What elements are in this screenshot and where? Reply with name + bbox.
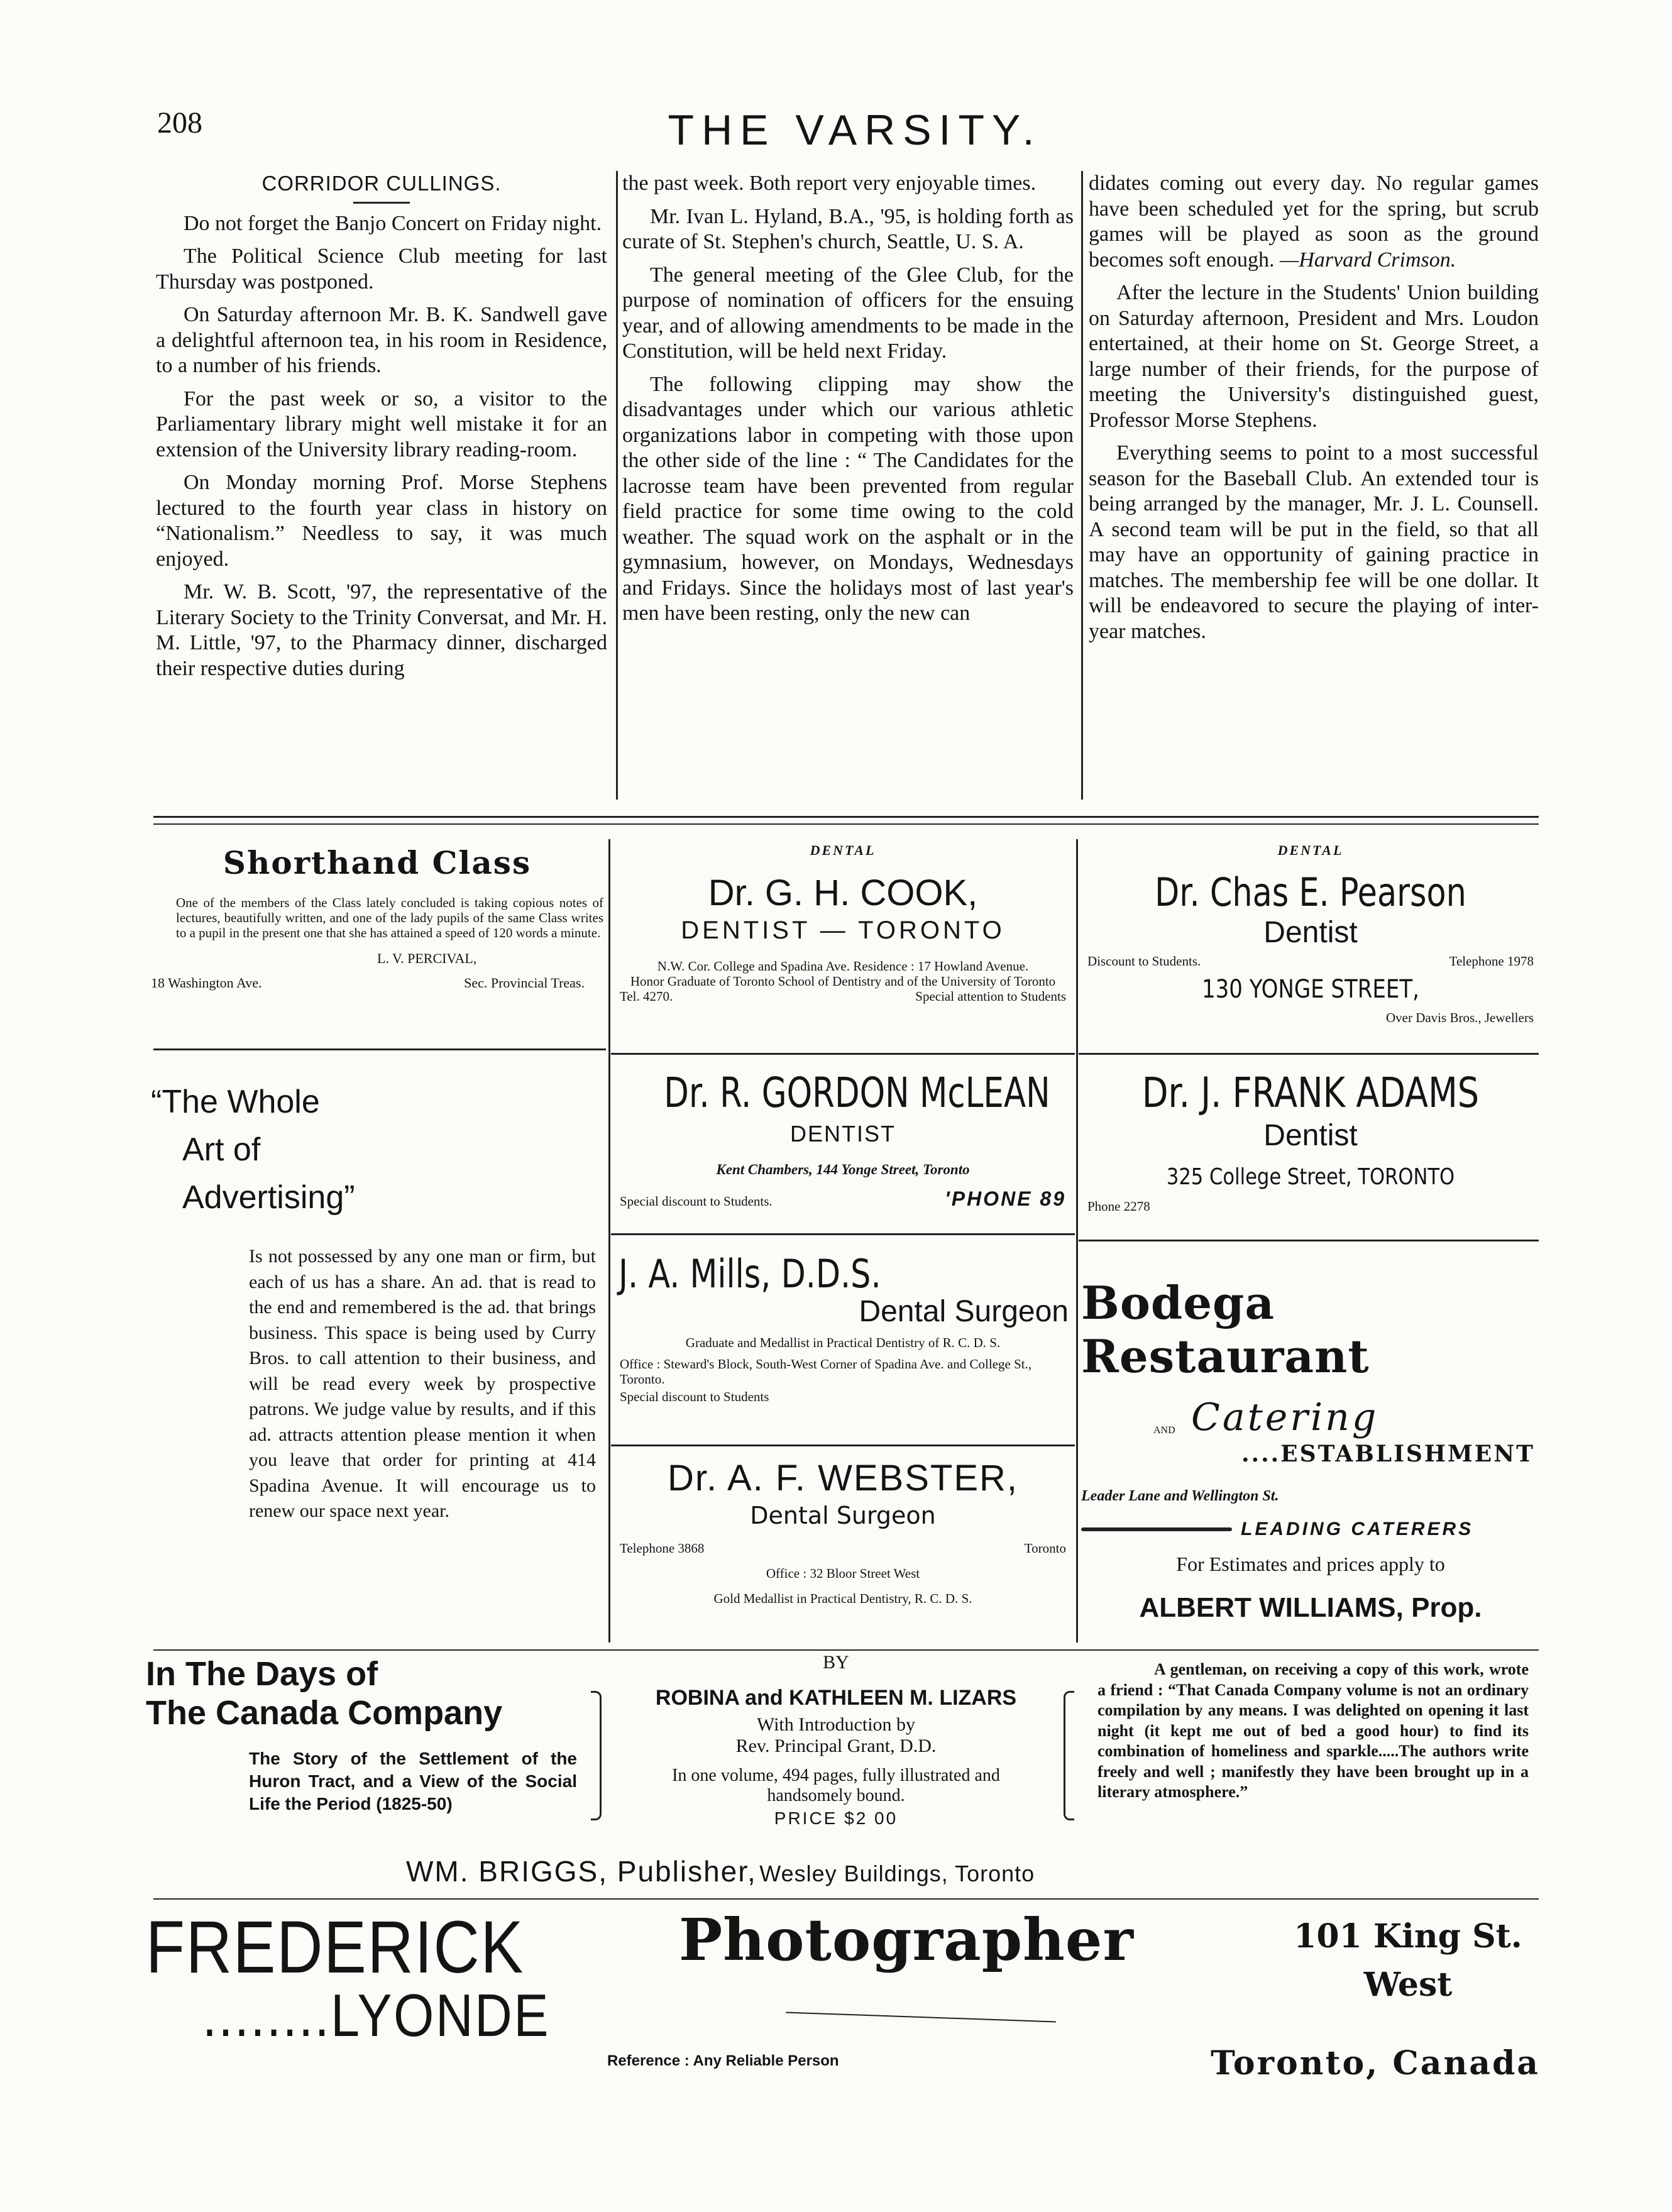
book-volume: In one volume, 494 pages, fully illustrated and handsomely bound.	[672, 1766, 1000, 1805]
ad-row	[613, 1187, 1072, 1211]
section-rule	[153, 816, 1539, 818]
ad-street: 130 YONGE STREET,	[1202, 975, 1419, 1004]
news-item: On Saturday afternoon Mr. B. K. Sandwell gave a delightful afternoon tea, in his room in Residence, to a number of his friends.	[156, 303, 607, 377]
ad-leading-row	[1081, 1519, 1540, 1540]
book-intro: Rev. Principal Grant, D.D.	[735, 1736, 937, 1756]
ad-address-row	[151, 975, 585, 991]
section-rule	[153, 1649, 1539, 1651]
page-title: THE VARSITY.	[668, 106, 1042, 154]
ad-discount: Special discount to Students.	[620, 1194, 773, 1209]
ad-rule	[611, 1444, 1075, 1446]
bodega-ad	[1081, 1276, 1540, 1624]
photographer-title-wrap	[679, 1906, 1169, 2043]
ad-note: Over Davis Bros., Jewellers	[1385, 1010, 1534, 1025]
lyonde-city: Toronto, Canada	[1211, 2044, 1540, 2083]
ad-discount: Discount to Students.	[1087, 954, 1201, 969]
ad-row	[613, 1541, 1072, 1556]
section-heading: CORRIDOR CULLINGS.	[261, 172, 502, 195]
ad-headline: “The Whole	[151, 1084, 320, 1120]
news-item: On Monday morning Prof. Morse Stephens lectured to the fourth year class in history on “Nationalism.” Needless to say, it was much enjoyed.	[156, 471, 607, 571]
ad-divider	[1076, 839, 1078, 1642]
book-price: PRICE $2 00	[774, 1808, 898, 1828]
ad-rule	[611, 1053, 1075, 1055]
ad-name: J. A. Mills, D.D.S.	[619, 1251, 881, 1297]
book-authors: ROBINA and KATHLEEN M. LIZARS	[655, 1686, 1017, 1710]
ad-rule	[153, 1048, 606, 1050]
ad-leading: LEADING CATERERS	[1241, 1519, 1474, 1539]
ad-subtitle: Dentist	[1263, 916, 1358, 949]
ad-phone: Phone 2278	[1087, 1199, 1150, 1214]
mills-ad	[613, 1251, 1072, 1404]
ad-name: Dr. Chas E. Pearson	[1155, 869, 1466, 915]
book-quote: A gentleman, on receiving a copy of this work, wrote a friend : “That Canada Company volume is not an ordinary compilation by any means. I was delighted on opening it last night (it kept me out of bed a good hour) to find its combination of homeliness and sparkle.....The authors write freely and well ; manifestly they have been brought up in a literary atmosphere.”	[1097, 1660, 1529, 1801]
ad-name: Dr. G. H. COOK,	[708, 872, 978, 913]
cook-ad	[613, 842, 1072, 1004]
book-intro: With Introduction by	[756, 1714, 916, 1735]
news-source: —Harvard Crimson.	[1280, 248, 1456, 272]
ad-role: Sec. Provincial Treas.	[464, 975, 585, 991]
book-title-line: The Canada Company	[146, 1694, 503, 1732]
ad-line: Special discount to Students	[620, 1389, 769, 1404]
ad-category: DENTAL	[810, 842, 876, 858]
ad-establishment: ....ESTABLISHMENT	[1241, 1441, 1535, 1467]
ad-name: Dr. J. FRANK ADAMS	[1141, 1069, 1480, 1117]
ad-headline: Art of	[182, 1131, 261, 1168]
ad-body: Is not possessed by any one man or firm, but each of us has a share. An ad. that is read to the end and remembered is the ad. that brings business. This space is being used by Curry Bros. to call attention to their business, and will be read every week by prospective patrons. We judge value by results, and if this ad. attracts attention please mention it when you leave that order for printing at 414 Spadina Avenue. It will encourage us to renew our space next year.	[249, 1246, 596, 1521]
book-center	[610, 1652, 1062, 1829]
ad-catering-row	[1081, 1395, 1540, 1471]
bracket-decoration	[591, 1691, 602, 1820]
ad-divider	[608, 839, 610, 1642]
ad-subtitle: DENTIST — TORONTO	[681, 916, 1005, 944]
lyonde-surname: ........LYONDE	[202, 1982, 551, 2049]
pearson-ad	[1081, 842, 1540, 1025]
ad-telephone: Telephone 1978	[1449, 954, 1534, 969]
ad-name: Dr. A. F. WEBSTER,	[667, 1458, 1019, 1499]
ad-telephone: Telephone 3868	[620, 1541, 705, 1556]
ad-proprietor: ALBERT WILLIAMS, Prop.	[1139, 1592, 1482, 1623]
news-item: Mr. W. B. Scott, '97, the representative of the Literary Society to the Trinity Conversat, and Mr. H. M. Little, '97, to the Pharmacy dinner, discharged their respective duties during	[156, 580, 607, 680]
heading-rule	[353, 202, 410, 204]
ad-subtitle: Dentist	[1263, 1119, 1358, 1152]
address-line: West	[1363, 1966, 1453, 2004]
news-item: the past week. Both report very enjoyable times.	[622, 172, 1037, 195]
book-publisher: WM. BRIGGS, Publisher,	[406, 1855, 757, 1888]
ad-telephone: Tel. 4270.	[620, 989, 673, 1004]
lyonde-name: FREDERICK	[146, 1906, 524, 1989]
ad-address: 18 Washington Ave.	[151, 975, 262, 991]
news-column-3	[1089, 171, 1539, 652]
ad-rule	[611, 1233, 1075, 1235]
news-item: For the past week or so, a visitor to the Parliamentary library might well mistake it for an extension of the University library reading-room.	[156, 387, 607, 461]
ad-subtitle: Dental Surgeon	[750, 1502, 936, 1529]
news-item: Mr. Ivan L. Hyland, B.A., '95, is holding forth as curate of St. Stephen's church, Seattle, U. S. A.	[622, 204, 1074, 253]
ad-leading-rule	[1081, 1527, 1232, 1531]
ad-headline: Advertising”	[182, 1179, 355, 1216]
ad-title: Shorthand Class	[223, 844, 532, 881]
book-by: BY	[823, 1652, 849, 1673]
news-item: Do not forget the Banjo Concert on Friday night.	[184, 211, 602, 235]
book-title-line: In The Days of	[146, 1655, 378, 1693]
ad-rule	[1079, 1240, 1539, 1241]
ad-name: Dr. R. GORDON McLEAN	[664, 1069, 1050, 1117]
section-rule	[153, 1898, 1539, 1900]
lyonde-address	[1289, 1917, 1527, 2004]
bracket-decoration	[1064, 1691, 1074, 1820]
ad-line: Graduate and Medallist in Practical Dentistry of R. C. D. S.	[685, 1335, 1001, 1350]
news-text: didates coming out every day. No regular games have been scheduled yet for the spring, but scrub games will be played as soon as the ground becomes soft enough.	[1089, 172, 1539, 272]
ad-office: Office : 32 Bloor Street West	[766, 1566, 920, 1581]
ad-signature: L. V. PERCIVAL,	[377, 950, 477, 966]
ad-rule	[1079, 1053, 1539, 1055]
ad-line: N.W. Cor. College and Spadina Ave. Residence : 17 Howland Avenue.	[657, 959, 1029, 974]
address-line: 101 King St.	[1294, 1917, 1522, 1956]
book-publisher-row	[406, 1854, 1349, 1888]
ad-subtitle: DENTIST	[789, 1121, 896, 1147]
ad-special: Special attention to Students	[915, 989, 1066, 1004]
news-column-1	[156, 171, 607, 689]
book-description: The Story of the Settlement of the Huron Tract, and a View of the Social Life the Period (1825-50)	[249, 1749, 577, 1813]
news-item: The general meeting of the Glee Club, for the purpose of nomination of officers for the ensuing year, and of allowing amendments to be made in the Constitution, will be held next Friday.	[622, 263, 1074, 363]
column-divider	[616, 171, 618, 800]
ad-gold: Gold Medallist in Practical Dentistry, R. C. D. S.	[713, 1591, 972, 1606]
ad-estimates: For Estimates and prices apply to	[1176, 1553, 1445, 1575]
book-publisher-address: Wesley Buildings, Toronto	[759, 1861, 1035, 1886]
news-item	[1089, 171, 1539, 273]
adams-ad	[1081, 1069, 1540, 1214]
ad-row	[1081, 954, 1540, 969]
webster-ad	[613, 1457, 1072, 1606]
lyonde-reference: Reference : Any Reliable Person	[607, 2052, 839, 2069]
ad-address: Leader Lane and Wellington St.	[1081, 1488, 1279, 1504]
section-rule	[153, 823, 1539, 825]
photographer-swash	[786, 2011, 1056, 2022]
book-title	[146, 1654, 586, 1732]
ad-subtitle: Dental Surgeon	[859, 1295, 1069, 1328]
ad-row	[613, 989, 1072, 1004]
news-item: Everything seems to point to a most successful season for the Baseball Club. An extended tour is being arranged by the manager, Mr. J. L. Counsell. A second team will be put in the field, so that all may have an opportunity of gaining practice in matches. The membership fee will be one dollar. It will be endeavored to secure the playing of inter-year matches.	[1089, 441, 1539, 643]
news-item: After the lecture in the Students' Union building on Saturday afternoon, President and Mrs. Loudon entertained, at their home on St. George Street, a large number of their friends, for the purpose of meeting the University's distinguished guest, Professor Morse Stephens.	[1089, 281, 1539, 432]
mclean-ad	[613, 1069, 1072, 1211]
photographer-title: Photographer	[679, 1906, 1134, 1974]
shorthand-ad	[151, 839, 603, 1047]
ad-title: Bodega Restaurant	[1081, 1276, 1370, 1383]
page-number: 208	[157, 106, 202, 140]
ad-street: 325 College Street, TORONTO	[1166, 1164, 1455, 1190]
advertising-ad	[151, 1078, 603, 1524]
news-item: The following clipping may show the disadvantages under which our various athletic organizations labor in competing with those upon the other side of the line : “ The Candidates for the lacrosse team have been prevented from regular field practice for some time owing to the cold weather. The squad work on the asphalt or in the gymnasium, however, on Mondays, Wednesdays and Fridays. Since the holidays most of last year's men have been resting, only the new can	[622, 372, 1074, 625]
ad-body: One of the members of the Class lately concluded is taking copious notes of lectures, beautifully written, and one of the lady pupils of the same Class writes to a pupil in the present one that she has attained a speed of 120 words a minute.	[176, 895, 603, 940]
ad-and: AND	[1153, 1425, 1175, 1436]
ad-catering: Catering	[1191, 1395, 1379, 1439]
column-divider	[1081, 171, 1083, 800]
ad-address: Kent Chambers, 144 Yonge Street, Toronto	[716, 1162, 970, 1177]
news-column-2	[622, 171, 1074, 634]
ad-line: Office : Steward's Block, South-West Corner of Spadina Ave. and College St., Toronto.	[620, 1356, 1032, 1387]
news-item: The Political Science Club meeting for last Thursday was postponed.	[156, 245, 607, 294]
ad-line: Honor Graduate of Toronto School of Dentistry and of the University of Toronto	[630, 974, 1056, 989]
ad-city: Toronto	[1024, 1541, 1066, 1556]
ad-category: DENTAL	[1277, 842, 1344, 858]
ad-phone: 'PHONE 89	[945, 1187, 1066, 1210]
